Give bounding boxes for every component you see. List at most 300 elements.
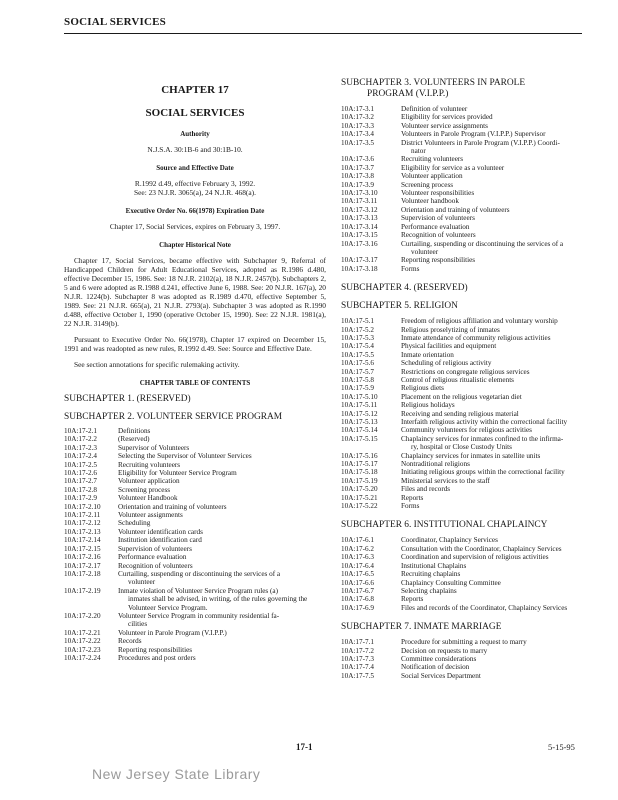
section-number: 10A:17-2.9 (64, 494, 97, 503)
section-title (401, 326, 593, 334)
section-title-text: Consultation with the Coordinator, Chaplaincy Services (401, 544, 562, 553)
section-title-text: Reports (401, 493, 424, 502)
section-title-text: Restrictions on congregate religious services (401, 367, 530, 376)
section-number: 10A:17-2.12 (64, 519, 101, 528)
section-title (401, 139, 593, 156)
section-title (401, 206, 593, 214)
toc-row (341, 122, 593, 130)
toc-row (341, 452, 593, 460)
toc-row (64, 511, 326, 519)
section-number: 10A:17-7.3 (341, 654, 374, 663)
section-title (401, 426, 593, 434)
toc-row (64, 427, 326, 435)
running-head: SOCIAL SERVICES (64, 16, 166, 28)
toc-row (64, 469, 326, 477)
section-title (401, 351, 593, 359)
section-title (401, 655, 593, 663)
section-title (401, 334, 593, 342)
section-title-text: Control of religious ritualistic elements (401, 375, 514, 384)
section-title-text: Procedure for submitting a request to marry (401, 638, 527, 647)
section-title-continuation: inmates shall be advised, in writing, of the rules governing the Volunteer Service Program. (128, 595, 308, 612)
toc-row (64, 570, 326, 587)
subchapter-6-heading: SUBCHAPTER 6. INSTITUTIONAL CHAPLAINCY (341, 520, 548, 531)
toc-row (341, 181, 593, 189)
toc-row (341, 256, 593, 264)
section-number: 10A:17-2.13 (64, 527, 101, 536)
toc-row (64, 452, 326, 460)
section-number: 10A:17-2.21 (64, 628, 101, 637)
section-number: 10A:17-5.8 (341, 375, 374, 384)
subchapter-5-list (341, 317, 593, 510)
section-title (401, 570, 593, 578)
section-title-text: (Reserved) (118, 435, 150, 444)
section-number: 10A:17-3.5 (341, 138, 374, 147)
section-title (118, 427, 326, 435)
section-title (401, 579, 593, 587)
right-column (341, 78, 593, 680)
section-title (401, 663, 593, 671)
section-number: 10A:17-3.12 (341, 205, 378, 214)
toc-row (64, 435, 326, 443)
section-title (118, 486, 326, 494)
toc-row (64, 494, 326, 502)
section-number: 10A:17-3.7 (341, 163, 374, 172)
exec-order-heading: Executive Order No. 66(1978) Expiration Date (125, 207, 265, 215)
subchapter-4-heading: SUBCHAPTER 4. (RESERVED) (341, 283, 468, 294)
section-title-text: Initiating religious groups within the correctional facility (401, 468, 565, 477)
toc-row (341, 155, 593, 163)
library-stamp: New Jersey State Library (92, 766, 261, 782)
section-title (118, 570, 326, 587)
section-title-text: Curtailing, suspending or discontinuing the services of a (118, 569, 281, 578)
section-number: 10A:17-2.14 (64, 536, 101, 545)
section-title (118, 444, 326, 452)
toc-row (341, 359, 593, 367)
section-number: 10A:17-3.11 (341, 197, 378, 206)
revision-date: 5-15-95 (548, 742, 575, 752)
section-number: 10A:17-5.16 (341, 451, 378, 460)
toc-row (341, 326, 593, 334)
section-title-text: Orientation and training of volunteers (401, 205, 510, 214)
section-number: 10A:17-2.7 (64, 477, 97, 486)
toc-row (341, 460, 593, 468)
section-title-text: Reporting responsibilities (118, 645, 193, 654)
section-title (401, 494, 593, 502)
section-number: 10A:17-2.18 (64, 569, 101, 578)
section-title (401, 604, 593, 612)
subchapter-3-list (341, 105, 593, 273)
history-paragraph-2: Pursuant to Executive Order No. 66(1978), Chapter 17 expired on December 15, 1991 and was readopted as new rules, R.1992 d.49. See: Source and Effective Date. (64, 335, 326, 353)
section-title (401, 435, 593, 452)
toc-row (341, 189, 593, 197)
section-title (401, 672, 593, 680)
section-number: 10A:17-3.14 (341, 222, 378, 231)
section-title (401, 647, 593, 655)
section-title (401, 317, 593, 325)
section-number: 10A:17-3.15 (341, 231, 378, 240)
section-number: 10A:17-3.13 (341, 214, 378, 223)
section-title (118, 536, 326, 544)
toc-row (341, 410, 593, 418)
toc-row (64, 444, 326, 452)
section-number: 10A:17-3.9 (341, 180, 374, 189)
section-title-text: Supervisor of Volunteers (118, 443, 190, 452)
section-title-text: Definitions (118, 427, 151, 435)
page-folio: 17-1 (296, 742, 313, 752)
section-title (118, 637, 326, 645)
section-title-text: District Volunteers in Parole Program (V.I.P.P.) Coordi- (401, 138, 560, 147)
section-number: 10A:17-3.17 (341, 256, 378, 265)
section-number: 10A:17-2.20 (64, 611, 101, 620)
section-title-text: Volunteer application (118, 477, 180, 486)
subchapter-5-heading: SUBCHAPTER 5. RELIGION (341, 301, 458, 312)
section-number: 10A:17-5.12 (341, 409, 378, 418)
section-number: 10A:17-2.15 (64, 544, 101, 553)
section-number: 10A:17-5.2 (341, 325, 374, 334)
section-number: 10A:17-5.17 (341, 460, 378, 469)
section-title-continuation: volunteer (128, 578, 156, 587)
section-title-text: Volunteer Service Program in community residential fa- (118, 611, 280, 620)
section-title (401, 240, 593, 257)
section-title (401, 410, 593, 418)
toc-row (64, 553, 326, 561)
section-number: 10A:17-2.19 (64, 586, 101, 595)
section-title (118, 545, 326, 553)
section-number: 10A:17-3.8 (341, 172, 374, 181)
section-title-text: Recruiting volunteers (401, 155, 464, 164)
section-title-text: Forms (401, 502, 420, 511)
section-title (118, 519, 326, 527)
section-number: 10A:17-5.21 (341, 493, 378, 502)
section-title-text: Chaplaincy services for inmates in satellite units (401, 451, 541, 460)
section-title-text: Selecting chaplains (401, 586, 457, 595)
section-title (118, 654, 326, 662)
section-title-text: Screening process (401, 180, 454, 189)
section-title-text: Social Services Department (401, 671, 481, 680)
toc-row (341, 139, 593, 156)
section-title (401, 553, 593, 561)
section-number: 10A:17-2.8 (64, 485, 97, 494)
toc-row (64, 528, 326, 536)
section-title-text: Inmate violation of Volunteer Service Program rules (a) (118, 586, 279, 595)
section-number: 10A:17-3.4 (341, 130, 374, 139)
toc-row (341, 553, 593, 561)
section-title (401, 502, 593, 510)
section-title-text: Chaplaincy services for inmates confined to the infirma- (401, 434, 564, 443)
toc-row (341, 384, 593, 392)
section-title-text: Religious diets (401, 384, 444, 393)
section-number: 10A:17-6.6 (341, 578, 374, 587)
section-number: 10A:17-2.1 (64, 427, 97, 435)
section-number: 10A:17-5.5 (341, 350, 374, 359)
section-title (401, 536, 593, 544)
toc-row (341, 570, 593, 578)
toc-row (341, 418, 593, 426)
section-title-text: Physical facilities and equipment (401, 342, 497, 351)
toc-row (64, 629, 326, 637)
section-number: 10A:17-2.6 (64, 469, 97, 478)
toc-row (341, 663, 593, 671)
section-number: 10A:17-5.6 (341, 359, 374, 368)
section-title-text: Eligibility for service as a volunteer (401, 163, 505, 172)
section-number: 10A:17-5.14 (341, 426, 378, 435)
toc-row (64, 519, 326, 527)
section-title-text: Committee considerations (401, 654, 477, 663)
section-title (118, 503, 326, 511)
subchapter-7-heading: SUBCHAPTER 7. INMATE MARRIAGE (341, 622, 502, 633)
toc-row (64, 503, 326, 511)
section-title (118, 587, 326, 612)
chapter-number: CHAPTER 17 (161, 84, 229, 96)
source-heading: Source and Effective Date (156, 164, 234, 172)
section-number: 10A:17-2.16 (64, 553, 101, 562)
section-title-text: Records (118, 637, 142, 646)
toc-row (341, 231, 593, 239)
subchapter-1-heading: SUBCHAPTER 1. (RESERVED) (64, 394, 191, 404)
section-number: 10A:17-2.23 (64, 645, 101, 654)
toc-row (64, 536, 326, 544)
toc-row (341, 393, 593, 401)
section-title (401, 256, 593, 264)
section-title (401, 562, 593, 570)
section-title (401, 155, 593, 163)
section-number: 10A:17-5.3 (341, 333, 374, 342)
exec-order-text: Chapter 17, Social Services, expires on February 3, 1997. (109, 222, 281, 231)
toc-row (341, 672, 593, 680)
toc-row (64, 486, 326, 494)
section-title (401, 452, 593, 460)
section-title-text: Inmate orientation (401, 350, 454, 359)
toc-row (341, 536, 593, 544)
toc-row (64, 612, 326, 629)
section-title (401, 376, 593, 384)
toc-row (64, 461, 326, 469)
toc-row (341, 587, 593, 595)
section-title (401, 122, 593, 130)
section-title-text: Files and records of the Coordinator, Chaplaincy Services (401, 603, 568, 612)
section-title-text: Reports (401, 595, 424, 604)
toc-row (341, 401, 593, 409)
section-title-text: Coordinator, Chaplaincy Services (401, 536, 498, 545)
toc-row (341, 468, 593, 476)
section-title-text: Recruiting chaplains (401, 570, 461, 579)
section-title (401, 545, 593, 553)
section-number: 10A:17-6.1 (341, 536, 374, 545)
toc-row (341, 223, 593, 231)
section-title-text: Interfaith religious activity within the correctional facility (401, 418, 568, 426)
section-title (118, 435, 326, 443)
section-title (401, 231, 593, 239)
section-title (401, 265, 593, 273)
toc-row (341, 214, 593, 222)
section-title-text: Performance evaluation (401, 222, 470, 231)
section-title-text: Performance evaluation (118, 553, 187, 562)
toc-row (341, 240, 593, 257)
section-title (401, 181, 593, 189)
source-line-1: R.1992 d.49, effective February 3, 1992. (134, 179, 256, 188)
section-number: 10A:17-5.11 (341, 401, 378, 410)
toc-row (341, 197, 593, 205)
section-title (118, 612, 326, 629)
section-number: 10A:17-5.18 (341, 468, 378, 477)
toc-row (341, 485, 593, 493)
toc-row (64, 637, 326, 645)
section-title-text: Decision on requests to marry (401, 646, 488, 655)
toc-row (341, 545, 593, 553)
section-title (401, 130, 593, 138)
toc-row (341, 342, 593, 350)
section-title-text: Notification of decision (401, 663, 470, 672)
section-number: 10A:17-6.4 (341, 561, 374, 570)
section-title (401, 460, 593, 468)
toc-row (64, 646, 326, 654)
section-title-text: Recognition of volunteers (118, 561, 193, 570)
section-number: 10A:17-5.10 (341, 392, 378, 401)
section-title-text: Volunteer handbook (401, 197, 459, 206)
section-number: 10A:17-2.4 (64, 452, 97, 461)
section-title (118, 646, 326, 654)
section-title (401, 214, 593, 222)
section-number: 10A:17-5.7 (341, 367, 374, 376)
section-title-text: Volunteer identification cards (118, 527, 203, 536)
toc-row (341, 265, 593, 273)
section-title-text: Volunteer application (401, 172, 463, 181)
section-title-text: Orientation and training of volunteers (118, 502, 227, 511)
history-heading: Chapter Historical Note (159, 241, 231, 249)
toc-row (64, 562, 326, 570)
toc-row (64, 545, 326, 553)
section-title (401, 587, 593, 595)
authority-text: N.J.S.A. 30:1B-6 and 30:1B-10. (147, 145, 243, 154)
toc-row (341, 206, 593, 214)
section-number: 10A:17-2.10 (64, 502, 101, 511)
section-number: 10A:17-6.9 (341, 603, 374, 612)
section-title-text: Inmate attendance of community religious activities (401, 333, 551, 342)
section-number: 10A:17-5.13 (341, 418, 378, 426)
section-title (118, 528, 326, 536)
toc-row (341, 317, 593, 325)
section-title-text: Eligibility for Volunteer Service Program (118, 469, 237, 478)
section-number: 10A:17-6.5 (341, 570, 374, 579)
section-title-text: Placement on the religious vegetarian diet (401, 392, 522, 401)
subchapter-2-heading: SUBCHAPTER 2. VOLUNTEER SERVICE PROGRAM (64, 412, 283, 422)
section-title-text: Procedures and post orders (118, 653, 196, 662)
section-number: 10A:17-5.20 (341, 485, 378, 494)
section-title (401, 359, 593, 367)
subchapter-6-list (341, 536, 593, 612)
section-title-text: Scheduling of religious activity (401, 359, 492, 368)
section-title (118, 629, 326, 637)
section-title (401, 223, 593, 231)
section-title-text: Volunteers in Parole Program (V.I.P.P.) Supervisor (401, 130, 546, 139)
section-title-text: Supervision of volunteers (401, 214, 475, 223)
subchapter-3-heading-cont: PROGRAM (V.I.P.P.) (367, 89, 449, 99)
section-title (118, 494, 326, 502)
section-title-text: Institution identification card (118, 536, 202, 545)
section-title-text: Volunteer assignments (118, 511, 183, 520)
section-number: 10A:17-6.2 (341, 544, 374, 553)
section-number: 10A:17-3.1 (341, 105, 374, 113)
left-column (64, 74, 326, 662)
section-number: 10A:17-7.1 (341, 638, 374, 647)
section-title-text: Volunteer service assignments (401, 121, 488, 130)
section-number: 10A:17-5.4 (341, 342, 374, 351)
toc-row (341, 655, 593, 663)
toc-row (341, 562, 593, 570)
toc-row (341, 164, 593, 172)
section-number: 10A:17-6.8 (341, 595, 374, 604)
section-title (401, 468, 593, 476)
section-title (401, 595, 593, 603)
section-title-continuation: cilities (128, 620, 148, 629)
section-title (118, 477, 326, 485)
section-title-text: Nontraditional religions (401, 460, 470, 469)
toc-row (341, 595, 593, 603)
section-title-continuation: ry, hospital or Close Custody Units (411, 443, 512, 452)
section-number: 10A:17-7.2 (341, 646, 374, 655)
section-title-text: Ministerial services to the staff (401, 476, 490, 485)
toc-row (341, 113, 593, 121)
toc-row (341, 494, 593, 502)
section-title (118, 553, 326, 561)
toc-row (64, 477, 326, 485)
section-number: 10A:17-5.9 (341, 384, 374, 393)
section-title (118, 562, 326, 570)
toc-row (341, 172, 593, 180)
toc-row (341, 435, 593, 452)
toc-row (341, 477, 593, 485)
toc-row (341, 368, 593, 376)
section-number: 10A:17-7.5 (341, 671, 374, 680)
toc-row (341, 426, 593, 434)
section-number: 10A:17-3.3 (341, 121, 374, 130)
section-title (401, 401, 593, 409)
header-rule (64, 33, 582, 34)
section-number: 10A:17-3.16 (341, 239, 378, 248)
section-title-text: Volunteer in Parole Program (V.I.P.P.) (118, 628, 227, 637)
toc-row (64, 587, 326, 612)
section-title (401, 418, 593, 426)
chapter-title: SOCIAL SERVICES (145, 107, 245, 119)
toc-row (341, 376, 593, 384)
section-number: 10A:17-2.11 (64, 511, 101, 520)
source-line-2: See: 23 N.J.R. 3065(a), 24 N.J.R. 468(a). (134, 188, 256, 197)
toc-row (341, 502, 593, 510)
subchapter-7-list (341, 638, 593, 680)
toc-row (341, 647, 593, 655)
section-title-text: Files and records (401, 485, 451, 494)
section-title-text: Religious holidays (401, 401, 455, 410)
section-number: 10A:17-5.1 (341, 317, 374, 326)
section-title-text: Selecting the Supervisor of Volunteer Services (118, 452, 252, 461)
section-number: 10A:17-6.3 (341, 553, 374, 562)
section-title (118, 461, 326, 469)
toc-row (341, 579, 593, 587)
section-title-text: Reporting responsibilities (401, 256, 476, 265)
history-paragraph-3: See section annotations for specific rulemaking activity. (74, 360, 240, 369)
section-title-text: Religious proselytizing of inmates (401, 325, 500, 334)
toc-row (341, 638, 593, 646)
section-title (401, 197, 593, 205)
section-title (401, 384, 593, 392)
section-number: 10A:17-3.18 (341, 264, 378, 273)
section-title (401, 164, 593, 172)
section-number: 10A:17-3.6 (341, 155, 374, 164)
section-number: 10A:17-3.10 (341, 189, 378, 198)
toc-row (341, 334, 593, 342)
toc-row (341, 105, 593, 113)
section-title-text: Receiving and sending religious material (401, 409, 519, 418)
